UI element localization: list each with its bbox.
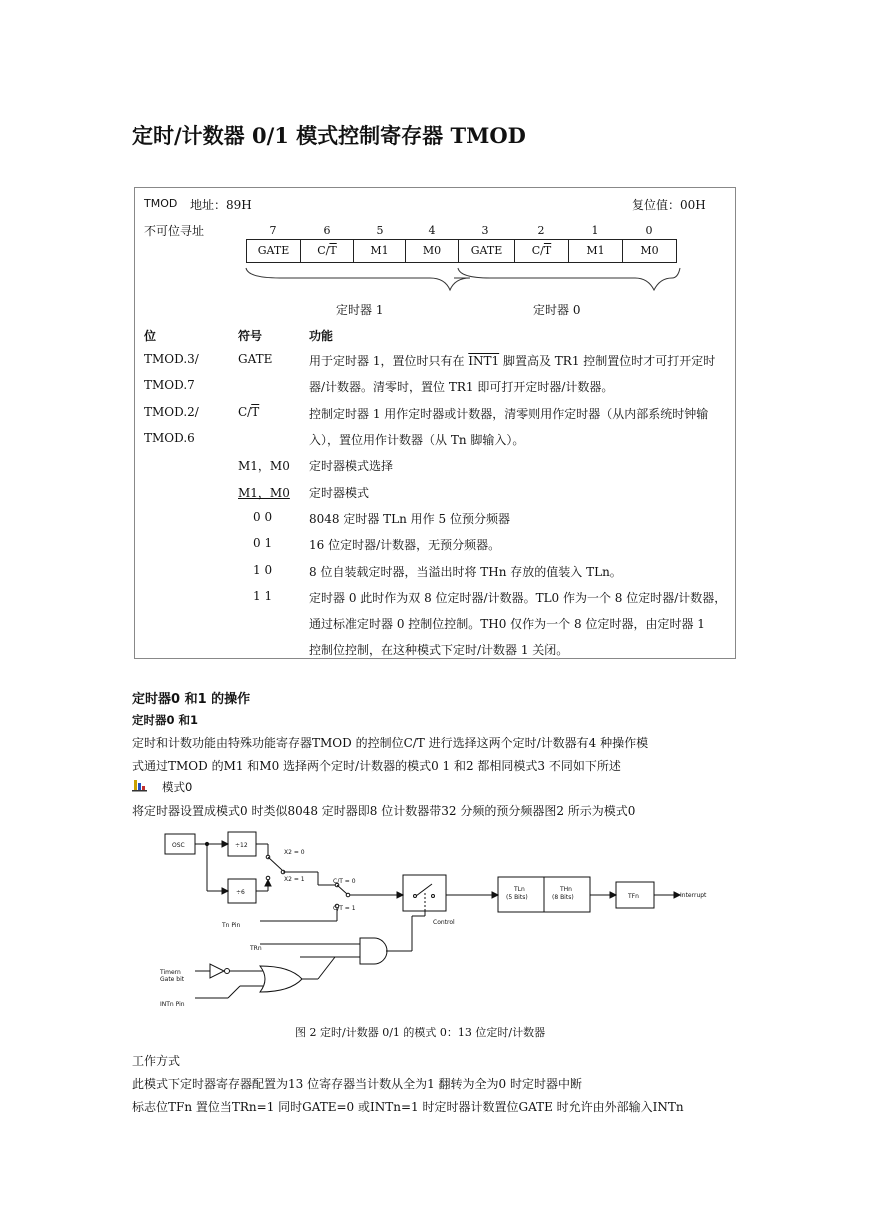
tln-label: TLn bbox=[514, 886, 525, 893]
bullet-icon bbox=[132, 778, 148, 792]
row-bit: TMOD.2/ bbox=[144, 405, 199, 419]
x2-1-label: X2 = 1 bbox=[284, 876, 305, 883]
mode0-block-diagram bbox=[150, 826, 730, 1016]
register-name: TMOD bbox=[144, 197, 178, 210]
bit-cell-m1: M1 bbox=[353, 239, 406, 263]
mode-header-desc: 定时器模式 bbox=[309, 486, 370, 500]
mode-desc: 8 位自装载定时器，当溢出时将 THn 存放的值装入 TLn。 bbox=[309, 565, 622, 579]
timern-gate-label: Gate bit bbox=[160, 976, 185, 983]
bit-number: 6 bbox=[323, 224, 331, 237]
row-function-line: 入），置位用作计数器（从 Tn 脚输入）。 bbox=[309, 433, 525, 447]
row-symbol: GATE bbox=[238, 352, 273, 366]
bit-number: 2 bbox=[537, 224, 545, 237]
text: 脚置高及 TR1 控制置位时才可打开定时 bbox=[499, 354, 716, 368]
timern-gate-label: Timern bbox=[160, 969, 181, 976]
intn-pin-label: INTn Pin bbox=[160, 1001, 185, 1008]
thn-bits-label: (8 Bits) bbox=[552, 894, 574, 901]
tln-bits-label: (5 Bits) bbox=[506, 894, 528, 901]
register-address: 地址：89H bbox=[190, 198, 252, 212]
paragraph: 此模式下定时器寄存器配置为13 位寄存器当计数从全为1 翻转为全为0 时定时器中断 bbox=[132, 1077, 582, 1091]
mode-header-symbol: M1，M0 bbox=[238, 486, 290, 500]
control-label: Control bbox=[433, 919, 455, 926]
ct-label: $C/\overline{T}$ bbox=[531, 244, 552, 257]
paragraph: 将定时器设置成模式0 时类似8048 定时器即8 位计数器带32 分频的预分频器图2 所示为模式0 bbox=[132, 804, 636, 818]
x2-0-label: X2 = 0 bbox=[284, 849, 305, 856]
bit-number: 0 bbox=[645, 224, 653, 237]
register-addressing-note: 不可位寻址 bbox=[144, 224, 205, 238]
div12-label: ÷12 bbox=[235, 842, 248, 849]
page-title: 定时/计数器 0/1 模式控制寄存器 TMOD bbox=[132, 123, 526, 148]
bit-cell-m1: M1 bbox=[568, 239, 623, 263]
mode-code: 1 0 bbox=[253, 563, 273, 577]
work-heading: 工作方式 bbox=[132, 1054, 181, 1068]
text: $\overline{T}$ bbox=[251, 405, 260, 419]
paragraph: 标志位TFn 置位当TRn=1 同时GATE=0 或INTn=1 时定时器计数置位GATE 时允许由外部输入INTn bbox=[132, 1100, 684, 1114]
trn-label: TRn bbox=[250, 945, 262, 952]
bit-number: 7 bbox=[269, 224, 277, 237]
tfn-label: TFn bbox=[628, 893, 639, 900]
bit-cell-ct bbox=[514, 239, 569, 263]
section-subheading: 定时器0 和1 bbox=[132, 713, 199, 727]
group-timer1: 定时器 1 bbox=[336, 303, 384, 317]
mode-desc: 控制位控制，在这种模式下定时/计数器 1 关闭。 bbox=[309, 643, 569, 657]
bit-number: 3 bbox=[481, 224, 489, 237]
row-function-line: 器/计数器。清零时，置位 TR1 即可打开定时器/计数器。 bbox=[309, 380, 614, 394]
bit-number: 4 bbox=[428, 224, 436, 237]
mode-code: 0 1 bbox=[253, 536, 273, 550]
osc-label: OSC bbox=[172, 842, 185, 849]
header-bit: 位 bbox=[144, 329, 157, 343]
header-symbol: 符号 bbox=[238, 329, 263, 343]
bit-cell-ct bbox=[300, 239, 354, 263]
mode-select-desc: 定时器模式选择 bbox=[309, 459, 394, 473]
paragraph: 式通过TMOD 的M1 和M0 选择两个定时/计数器的模式0 1 和2 都相同模式3 不同如下所述 bbox=[132, 759, 621, 773]
row-bit: TMOD.7 bbox=[144, 378, 195, 392]
mode-desc: 8048 定时器 TLn 用作 5 位预分频器 bbox=[309, 512, 510, 526]
section-heading: 定时器0 和1 的操作 bbox=[132, 692, 251, 707]
row-symbol bbox=[238, 405, 259, 419]
bit-cell-m0: M0 bbox=[622, 239, 677, 263]
interrupt-label: Interrupt bbox=[680, 892, 707, 899]
ct1-label: C/T = 1 bbox=[333, 905, 356, 912]
group-timer0: 定时器 0 bbox=[533, 303, 581, 317]
div6-label: ÷6 bbox=[236, 889, 245, 896]
ct0-label: C/T = 0 bbox=[333, 878, 356, 885]
thn-label: THn bbox=[560, 886, 572, 893]
row-bit: TMOD.3/ bbox=[144, 352, 199, 366]
mode-desc: 16 位定时器/计数器，无预分频器。 bbox=[309, 538, 501, 552]
text: 用于定时器 1，置位时只有在 bbox=[309, 354, 469, 368]
bit-cell-gate: GATE bbox=[458, 239, 515, 263]
paragraph: 定时和计数功能由特殊功能寄存器TMOD 的控制位C/T 进行选择这两个定时/计数器有4 种操作模 bbox=[132, 736, 649, 750]
bit-number: 5 bbox=[376, 224, 384, 237]
row-bit: TMOD.6 bbox=[144, 431, 195, 445]
row-function-line bbox=[309, 352, 715, 369]
int1-signal: INT1 bbox=[468, 354, 500, 368]
ct-label: $C/\overline{T}$ bbox=[317, 244, 337, 257]
mode-desc: 通过标准定时器 0 控制位控制。TH0 仅作为一个 8 位定时器，由定时器 1 bbox=[309, 617, 705, 631]
header-function: 功能 bbox=[309, 329, 334, 343]
group-braces bbox=[240, 266, 690, 296]
mode-desc: 定时器 0 此时作为双 8 位定时器/计数器。TL0 作为一个 8 位定时器/计数器， bbox=[309, 591, 727, 605]
bit-cell-gate: GATE bbox=[246, 239, 301, 263]
tn-pin-label: Tn Pin bbox=[222, 922, 241, 929]
mode-select-symbol: M1，M0 bbox=[238, 459, 290, 473]
mode-heading: 模式0 bbox=[162, 780, 193, 794]
mode-code: 1 1 bbox=[253, 589, 273, 603]
bit-cell-m0: M0 bbox=[405, 239, 459, 263]
register-reset-value: 复位值：00H bbox=[632, 198, 706, 212]
text: C/ bbox=[238, 405, 252, 419]
row-function-line: 控制定时器 1 用作定时器或计数器，清零则用作定时器（从内部系统时钟输 bbox=[309, 407, 709, 421]
figure-caption: 图 2 定时/计数器 0/1 的模式 0：13 位定时/计数器 bbox=[295, 1026, 546, 1039]
bit-number: 1 bbox=[591, 224, 599, 237]
mode-code: 0 0 bbox=[253, 510, 273, 524]
